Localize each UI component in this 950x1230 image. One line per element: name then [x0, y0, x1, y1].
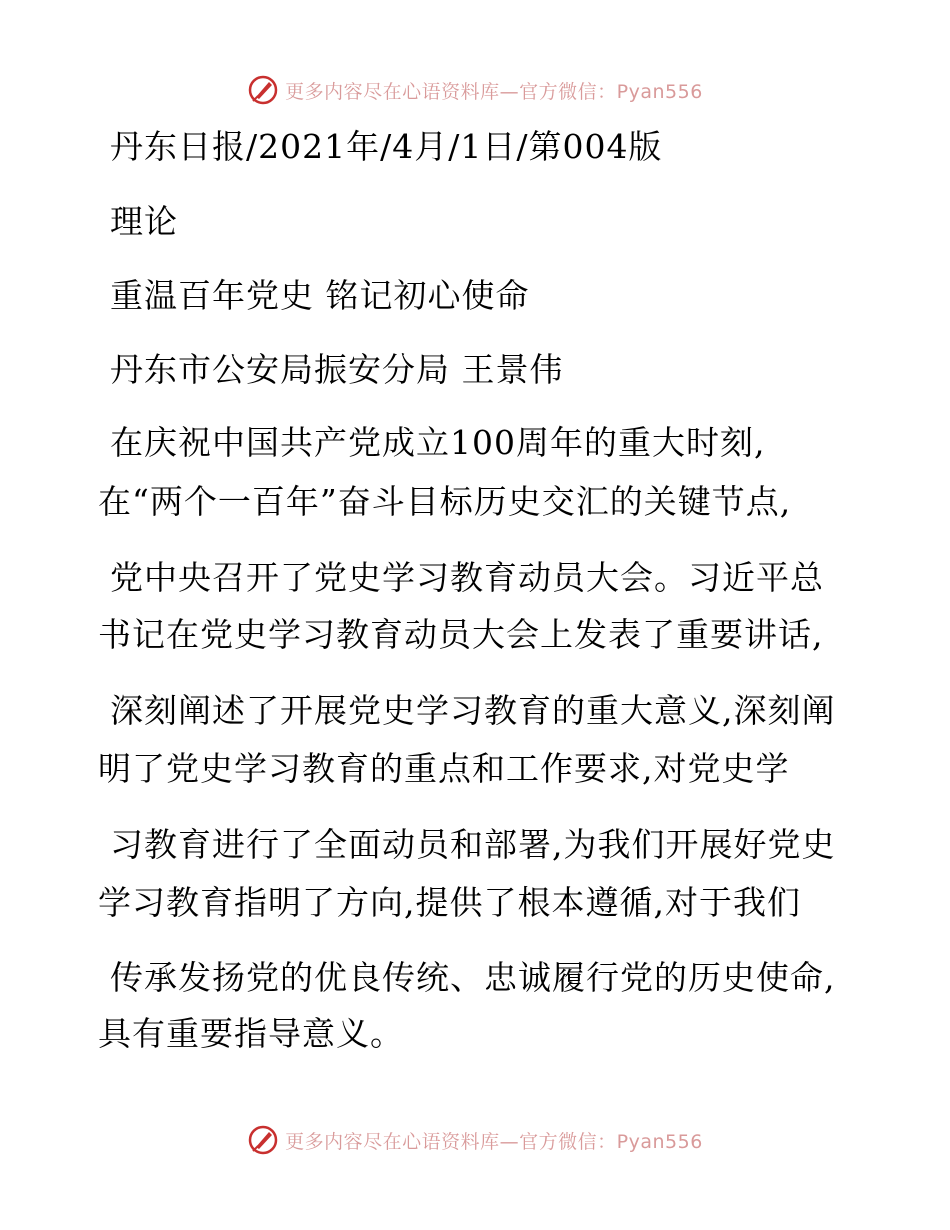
author-byline: 丹东市公安局振安分局 王景伟 [110, 350, 564, 389]
section-label: 理论 [110, 202, 178, 241]
body-line: 在庆祝中国共产党成立100周年的重大时刻, [110, 423, 766, 462]
body-line: 在“两个一百年”奋斗目标历史交汇的关键节点, [98, 482, 792, 521]
body-line: 书记在党史学习教育动员大会上发表了重要讲话, [98, 615, 824, 654]
dateline: 丹东日报/2021年/4月/1日/第004版 [110, 127, 663, 166]
body-line: 党中央召开了党史学习教育动员大会。习近平总 [110, 558, 824, 597]
body-line: 明了党史学习教育的重点和工作要求,对党史学 [98, 749, 790, 788]
quill-pen-logo-icon [247, 1124, 279, 1156]
quill-pen-logo-icon [247, 74, 279, 106]
watermark-header [0, 70, 950, 110]
body-line: 学习教育指明了方向,提供了根本遵循,对于我们 [98, 883, 801, 922]
body-line: 具有重要指导意义。 [98, 1014, 404, 1053]
body-line: 深刻阐述了开展党史学习教育的重大意义,深刻阐 [110, 691, 836, 730]
watermark-text: 更多内容尽在心语资料库—官方微信：Pyan556 [285, 80, 703, 103]
watermark-text: 更多内容尽在心语资料库—官方微信：Pyan556 [285, 1130, 703, 1153]
article-title: 重温百年党史 铭记初心使命 [110, 276, 530, 315]
watermark-footer [0, 1120, 950, 1160]
body-line: 传承发扬党的优良传统、忠诚履行党的历史使命, [110, 958, 836, 997]
body-line: 习教育进行了全面动员和部署,为我们开展好党史 [110, 825, 836, 864]
